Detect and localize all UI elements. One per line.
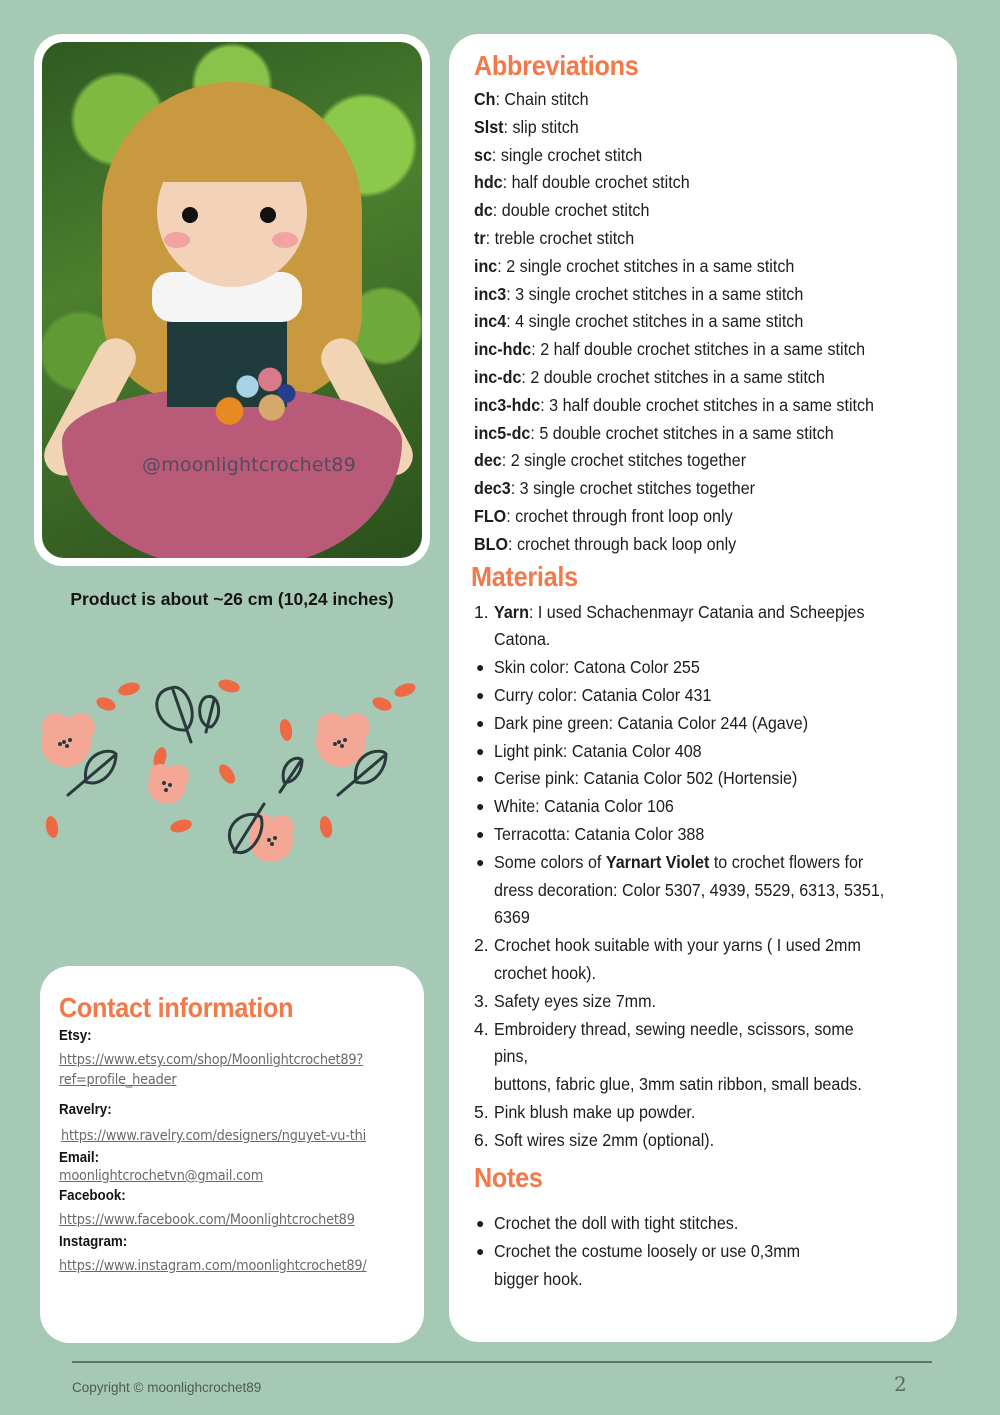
material-item-yarn: 1. Yarn: I used Schachenmayr Catania and Scheepjes bbox=[474, 601, 865, 622]
abbreviation-item: hdc: half double crochet stitch bbox=[474, 172, 690, 193]
instagram-link[interactable]: https://www.instagram.com/moonlightcrochet89/ bbox=[59, 1258, 367, 1274]
page-number: 2 bbox=[894, 1372, 907, 1396]
abbreviation-item: Slst: slip stitch bbox=[474, 116, 579, 137]
ravelry-link[interactable]: https://www.ravelry.com/designers/nguyet-vu-thi bbox=[61, 1128, 366, 1144]
abbreviation-item: inc-dc: 2 double crochet stitches in a same stitch bbox=[474, 366, 825, 387]
material-item-blush: 5. Pink blush make up powder. bbox=[474, 1101, 696, 1122]
abbreviation-item: dc: double crochet stitch bbox=[474, 200, 650, 221]
note-item: ● Crochet the costume loosely or use 0,3mm bbox=[476, 1241, 801, 1262]
abbreviation-item: inc-hdc: 2 half double crochet stitches in a same stitch bbox=[474, 339, 866, 360]
yarn-color-item: ● Skin color: Catona Color 255 bbox=[476, 657, 700, 678]
abbreviation-item: dec: 2 single crochet stitches together bbox=[474, 450, 747, 471]
facebook-link[interactable]: https://www.facebook.com/Moonlightcrochet89 bbox=[59, 1212, 355, 1228]
abbreviation-item: sc: single crochet stitch bbox=[474, 144, 643, 165]
abbreviation-item: inc: 2 single crochet stitches in a same stitch bbox=[474, 255, 795, 276]
contact-card bbox=[40, 966, 424, 1343]
product-size-caption: Product is about ~26 cm (10,24 inches) bbox=[70, 589, 394, 609]
notes-list: ● Crochet the doll with tight stitches. ● Crochet the costume loosely or use 0,3mm bigger hook. bbox=[474, 1210, 935, 1293]
yarn-color-item: ● Cerise pink: Catania Color 502 (Hortensie) bbox=[476, 768, 798, 789]
note-item: ● Crochet the doll with tight stitches. bbox=[476, 1213, 739, 1234]
yarn-color-item: ● Curry color: Catania Color 431 bbox=[476, 684, 712, 705]
yarn-color-item: ● White: Catania Color 106 bbox=[476, 796, 674, 817]
material-item-hook: 2. Crochet hook suitable with your yarns ( I used 2mm bbox=[474, 935, 861, 956]
email-link[interactable]: moonlightcrochetvn@gmail.com bbox=[59, 1168, 264, 1184]
doll-eye bbox=[182, 207, 198, 223]
copyright-text: Copyright © moonlighcrochet89 bbox=[72, 1380, 262, 1395]
etsy-link-line-1[interactable]: https://www.etsy.com/shop/Moonlightcrochet89? bbox=[59, 1052, 364, 1068]
product-photo-frame bbox=[34, 34, 430, 566]
facebook-label: Facebook: bbox=[59, 1188, 126, 1204]
etsy-label: Etsy: bbox=[59, 1028, 92, 1044]
abbreviations-heading: Abbreviations bbox=[474, 50, 639, 81]
material-item-tools: 4. Embroidery thread, sewing needle, scissors, some pins, bbox=[474, 1018, 854, 1067]
materials-list: 1. Yarn: I used Schachenmayr Catania and Scheepjes Catona. ● Skin color: Catona Color 255 ● Curry color: Catania Color 431 ● Dark pine green: Catania Color 244 (Agave) ● Light pink: Catania Color 408 ● Cerise pink: Catania Color 502 (Hortensie) ● White: Catania Color 106 ● Terracotta: Catania Color 388 ● Some colors of Yarnart Violet to crochet flowers for dress decoration: Color 5307, 4939, 5529, 6313, 5351, 6369 2. Crochet hook suitable with your yarns ( I used 2mm crochet hook). 3. Safety eyes size 7mm. 4. Embroidery thread, sewing needle, scissors, some pins, buttons, fabric glue, 3mm satin ribbon, small beads. 5. Pink blush make up powder. 6. Soft wires size 2mm (optional). bbox=[474, 599, 935, 1155]
photo-watermark: @moonlightcrochet89 bbox=[142, 454, 356, 476]
etsy-link-line-2[interactable]: ref=profile_header bbox=[59, 1072, 177, 1088]
abbreviation-item: inc3: 3 single crochet stitches in a same stitch bbox=[474, 283, 804, 304]
yarn-color-item: ● Light pink: Catania Color 408 bbox=[476, 740, 702, 761]
materials-heading: Materials bbox=[471, 560, 578, 592]
footer-divider bbox=[72, 1361, 932, 1363]
doll-cheek bbox=[272, 232, 298, 248]
email-label: Email: bbox=[59, 1150, 100, 1166]
abbreviations-list bbox=[474, 86, 935, 559]
yarn-color-item: ● Dark pine green: Catania Color 244 (Agave) bbox=[476, 712, 809, 733]
etsy-link[interactable] bbox=[59, 1050, 406, 1090]
abbreviation-item: inc4: 4 single crochet stitches in a same stitch bbox=[474, 311, 804, 332]
material-item-eyes: 3. Safety eyes size 7mm. bbox=[474, 990, 656, 1011]
yarn-color-item-violet: ● Some colors of Yarnart Violet to crochet flowers for bbox=[476, 851, 864, 872]
pattern-info-card bbox=[449, 34, 957, 1342]
yarn-color-item: ● Terracotta: Catania Color 388 bbox=[476, 823, 705, 844]
doll-flower-decoration bbox=[207, 362, 297, 432]
instagram-label: Instagram: bbox=[59, 1234, 128, 1250]
ravelry-label: Ravelry: bbox=[59, 1102, 112, 1118]
abbreviation-item: dec3: 3 single crochet stitches together bbox=[474, 478, 756, 499]
doll-cheek bbox=[164, 232, 190, 248]
material-item-wires: 6. Soft wires size 2mm (optional). bbox=[474, 1129, 715, 1150]
abbreviation-item: inc5-dc: 5 double crochet stitches in a same stitch bbox=[474, 422, 834, 443]
abbreviation-item: inc3-hdc: 3 half double crochet stitches in a same stitch bbox=[474, 394, 875, 415]
product-photo bbox=[42, 42, 422, 558]
abbreviation-item: tr: treble crochet stitch bbox=[474, 227, 635, 248]
contact-heading: Contact information bbox=[59, 992, 294, 1023]
doll-bangs bbox=[152, 112, 312, 182]
notes-heading: Notes bbox=[474, 1162, 543, 1194]
floral-decoration-icon bbox=[36, 672, 430, 872]
abbreviation-item: BLO: crochet through back loop only bbox=[474, 533, 737, 554]
doll-eye bbox=[260, 207, 276, 223]
abbreviation-item: Ch: Chain stitch bbox=[474, 89, 589, 109]
abbreviation-item: FLO: crochet through front loop only bbox=[474, 505, 733, 526]
